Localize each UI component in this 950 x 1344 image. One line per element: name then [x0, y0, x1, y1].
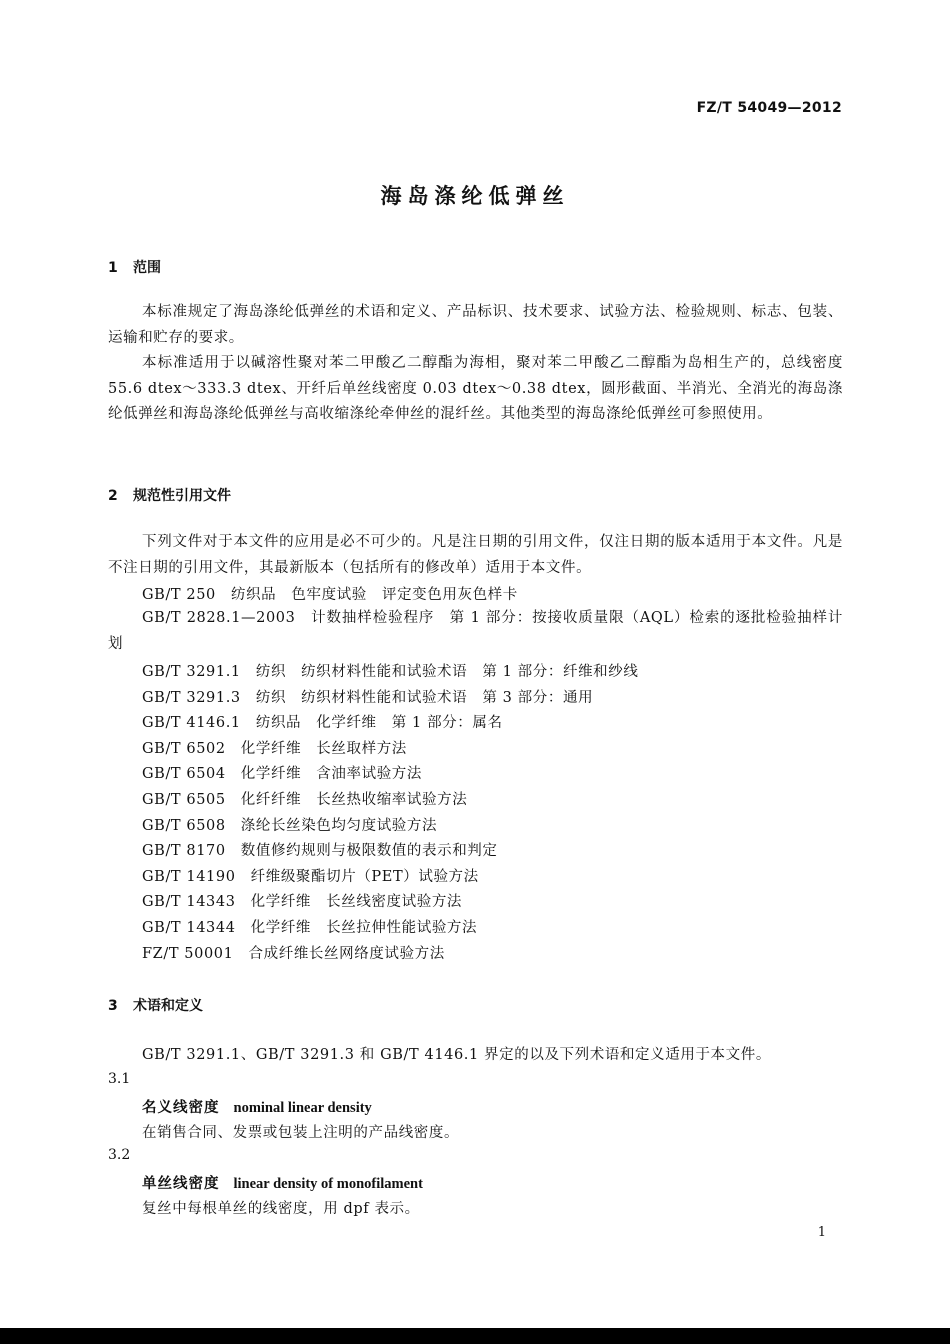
scope-paragraph-2: 本标准适用于以碱溶性聚对苯二甲酸乙二醇酯为海相，聚对苯二甲酸乙二醇酯为岛相生产的，总线密度 55.6 dtex～333.3 dtex、开纤后单丝线密度 0.03 dtex～0.38 dtex，圆形截面、半消光、全消光的海岛涤纶低弹丝和海岛涤纶低弹丝与高收缩涤纶牵伸丝的混纤丝。其他类型的海岛涤纶低弹丝可参照使用。 — [108, 355, 843, 423]
normative-intro: 下列文件对于本文件的应用是必不可少的。凡是注日期的引用文件，仅注日期的版本适用于本文件。凡是不注日期的引用文件，其最新版本（包括所有的修改单）适用于本文件。 — [108, 534, 843, 576]
scan-edge-bar — [0, 1328, 950, 1344]
section-2-heading — [108, 485, 231, 505]
section-title: 规范性引用文件 — [133, 488, 231, 504]
term-definition: 复丝中每根单丝的线密度，用 dpf 表示。 — [142, 1201, 420, 1217]
reference-item: GB/T 14343 化学纤维 长丝线密度试验方法 — [142, 894, 463, 910]
reference-item: GB/T 14344 化学纤维 长丝拉伸性能试验方法 — [142, 920, 478, 936]
section-number: 3 — [108, 998, 118, 1014]
terms-intro: GB/T 3291.1、GB/T 3291.3 和 GB/T 4146.1 界定的以及下列术语和定义适用于本文件。 — [142, 1047, 771, 1063]
section-title: 术语和定义 — [133, 998, 203, 1014]
reference-item: GB/T 6505 化纤纤维 长丝热收缩率试验方法 — [142, 792, 468, 808]
term-chinese: 名义线密度 — [142, 1100, 220, 1116]
term-definition: 在销售合同、发票或包装上注明的产品线密度。 — [142, 1125, 460, 1141]
section-3-heading — [108, 995, 203, 1015]
reference-item: GB/T 250 纺织品 色牢度试验 评定变色用灰色样卡 — [142, 587, 518, 603]
document-title: 海岛涤纶低弹丝 — [380, 184, 570, 208]
term-entry — [142, 1172, 423, 1193]
standard-code: FZ/T 54049—2012 — [696, 100, 842, 116]
reference-item: FZ/T 50001 合成纤维长丝网络度试验方法 — [142, 946, 445, 962]
section-1-heading — [108, 257, 161, 277]
reference-item: GB/T 3291.1 纺织 纺织材料性能和试验术语 第 1 部分：纤维和纱线 — [142, 664, 639, 680]
term-english: linear density of monofilament — [233, 1176, 423, 1192]
term-entry — [142, 1096, 372, 1117]
reference-item: GB/T 3291.3 纺织 纺织材料性能和试验术语 第 3 部分：通用 — [142, 690, 594, 706]
section-title: 范围 — [133, 260, 161, 276]
reference-item: GB/T 6508 涤纶长丝染色均匀度试验方法 — [142, 818, 438, 834]
term-chinese: 单丝线密度 — [142, 1176, 220, 1192]
reference-item: GB/T 14190 纤维级聚酯切片（PET）试验方法 — [142, 869, 479, 885]
clause-number: 3.1 — [108, 1071, 131, 1087]
section-number: 2 — [108, 488, 118, 504]
scope-paragraph-1: 本标准规定了海岛涤纶低弹丝的术语和定义、产品标识、技术要求、试验方法、检验规则、标志、包装、运输和贮存的要求。 — [108, 304, 843, 346]
reference-item: GB/T 2828.1—2003 计数抽样检验程序 第 1 部分：按接收质量限（AQL）检索的逐批检验抽样计划 — [108, 610, 843, 652]
reference-item: GB/T 6504 化学纤维 含油率试验方法 — [142, 766, 423, 782]
reference-item: GB/T 4146.1 纺织品 化学纤维 第 1 部分：属名 — [142, 715, 503, 731]
section-number: 1 — [108, 260, 118, 276]
reference-item: GB/T 6502 化学纤维 长丝取样方法 — [142, 741, 407, 757]
clause-number: 3.2 — [108, 1147, 131, 1163]
term-english: nominal linear density — [233, 1100, 372, 1116]
page-number: 1 — [817, 1225, 826, 1240]
reference-item: GB/T 8170 数值修约规则与极限数值的表示和判定 — [142, 843, 498, 859]
